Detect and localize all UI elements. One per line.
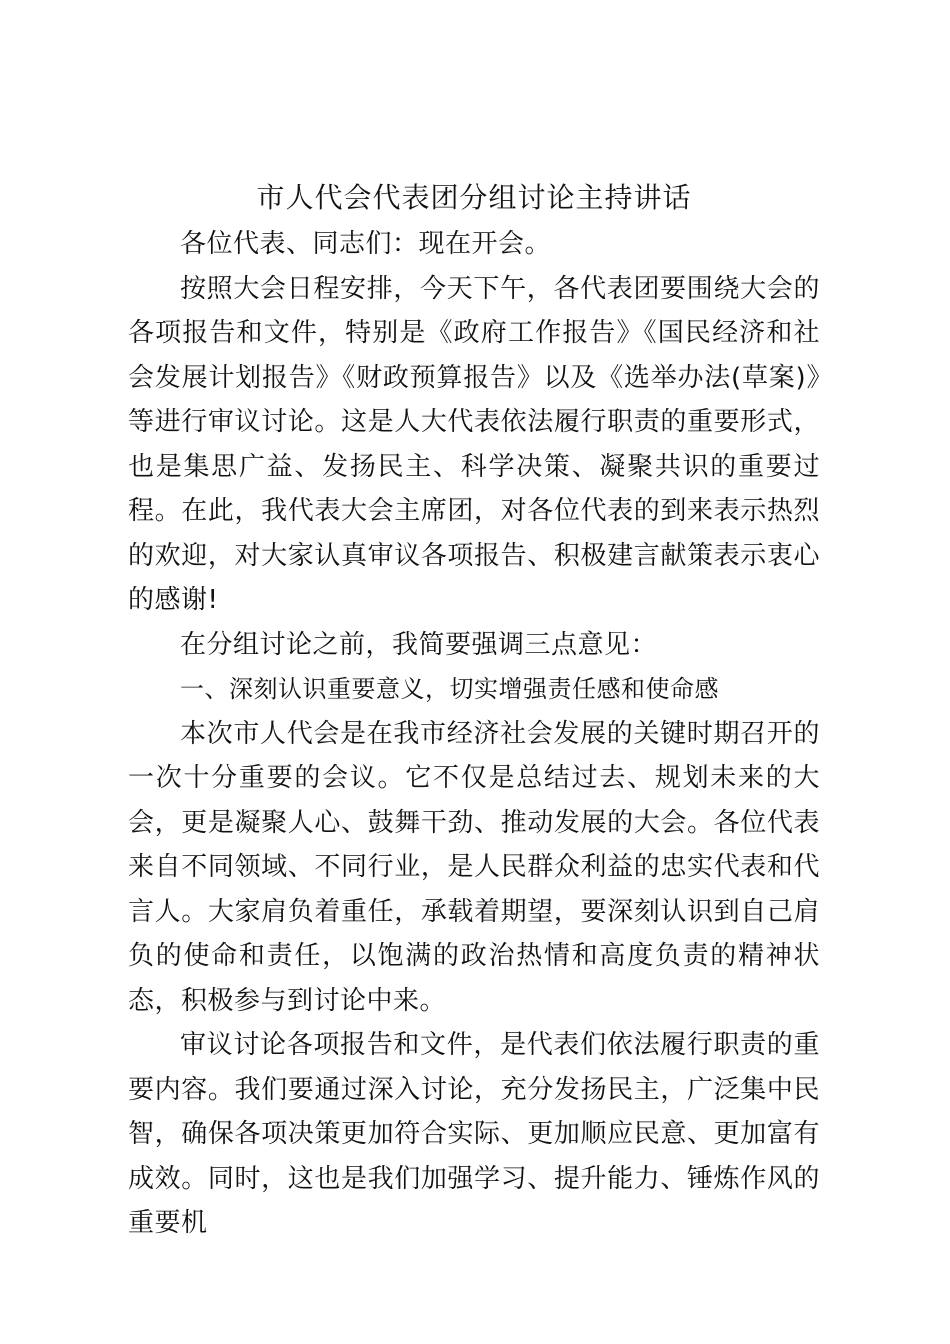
body-paragraph-agenda: 按照大会日程安排，今天下午，各代表团要围绕大会的各项报告和文件，特别是《政府工作报告》《国民经济和社会发展计划报告》《财政预算报告》以及《选举办法(草案)》等进行审议讨论。这是人大代表依法履行职责的重要形式，也是集思广益、发扬民主、科学决策、凝聚共识的重要过程。在此，我代表大会主席团，对各位代表的到来表示热烈的欢迎，对大家认真审议各项报告、积极建言献策表示衷心的感谢!: [128, 273, 820, 615]
document-page: [128, 176, 820, 1246]
body-paragraph-significance: 本次市人代会是在我市经济社会发展的关键时期召开的一次十分重要的会议。它不仅是总结过去、规划未来的大会，更是凝聚人心、鼓舞干劲、推动发展的大会。各位代表来自不同领域、不同行业，是人民群众利益的忠实代表和代言人。大家肩负着重任，承载着期望，要深刻认识到自己肩负的使命和责任，以饱满的政治热情和高度负责的精神状态，积极参与到讨论中来。: [128, 718, 820, 1016]
body-paragraph-intro-points: 在分组讨论之前，我简要强调三点意见：: [180, 629, 658, 660]
section-heading-1: 一、深刻认识重要意义，切实增强责任感和使命感: [180, 675, 719, 703]
document-title: 市人代会代表团分组讨论主持讲话: [256, 181, 692, 214]
body-paragraph-review: 审议讨论各项报告和文件，是代表们依法履行职责的重要内容。我们要通过深入讨论，充分发扬民主，广泛集中民智，确保各项决策更加符合实际、更加顺应民意、更加富有成效。同时，这也是我们加强学习、提升能力、锤炼作风的重要机: [128, 1030, 820, 1238]
greeting-paragraph: 各位代表、同志们：现在开会。: [180, 229, 552, 259]
